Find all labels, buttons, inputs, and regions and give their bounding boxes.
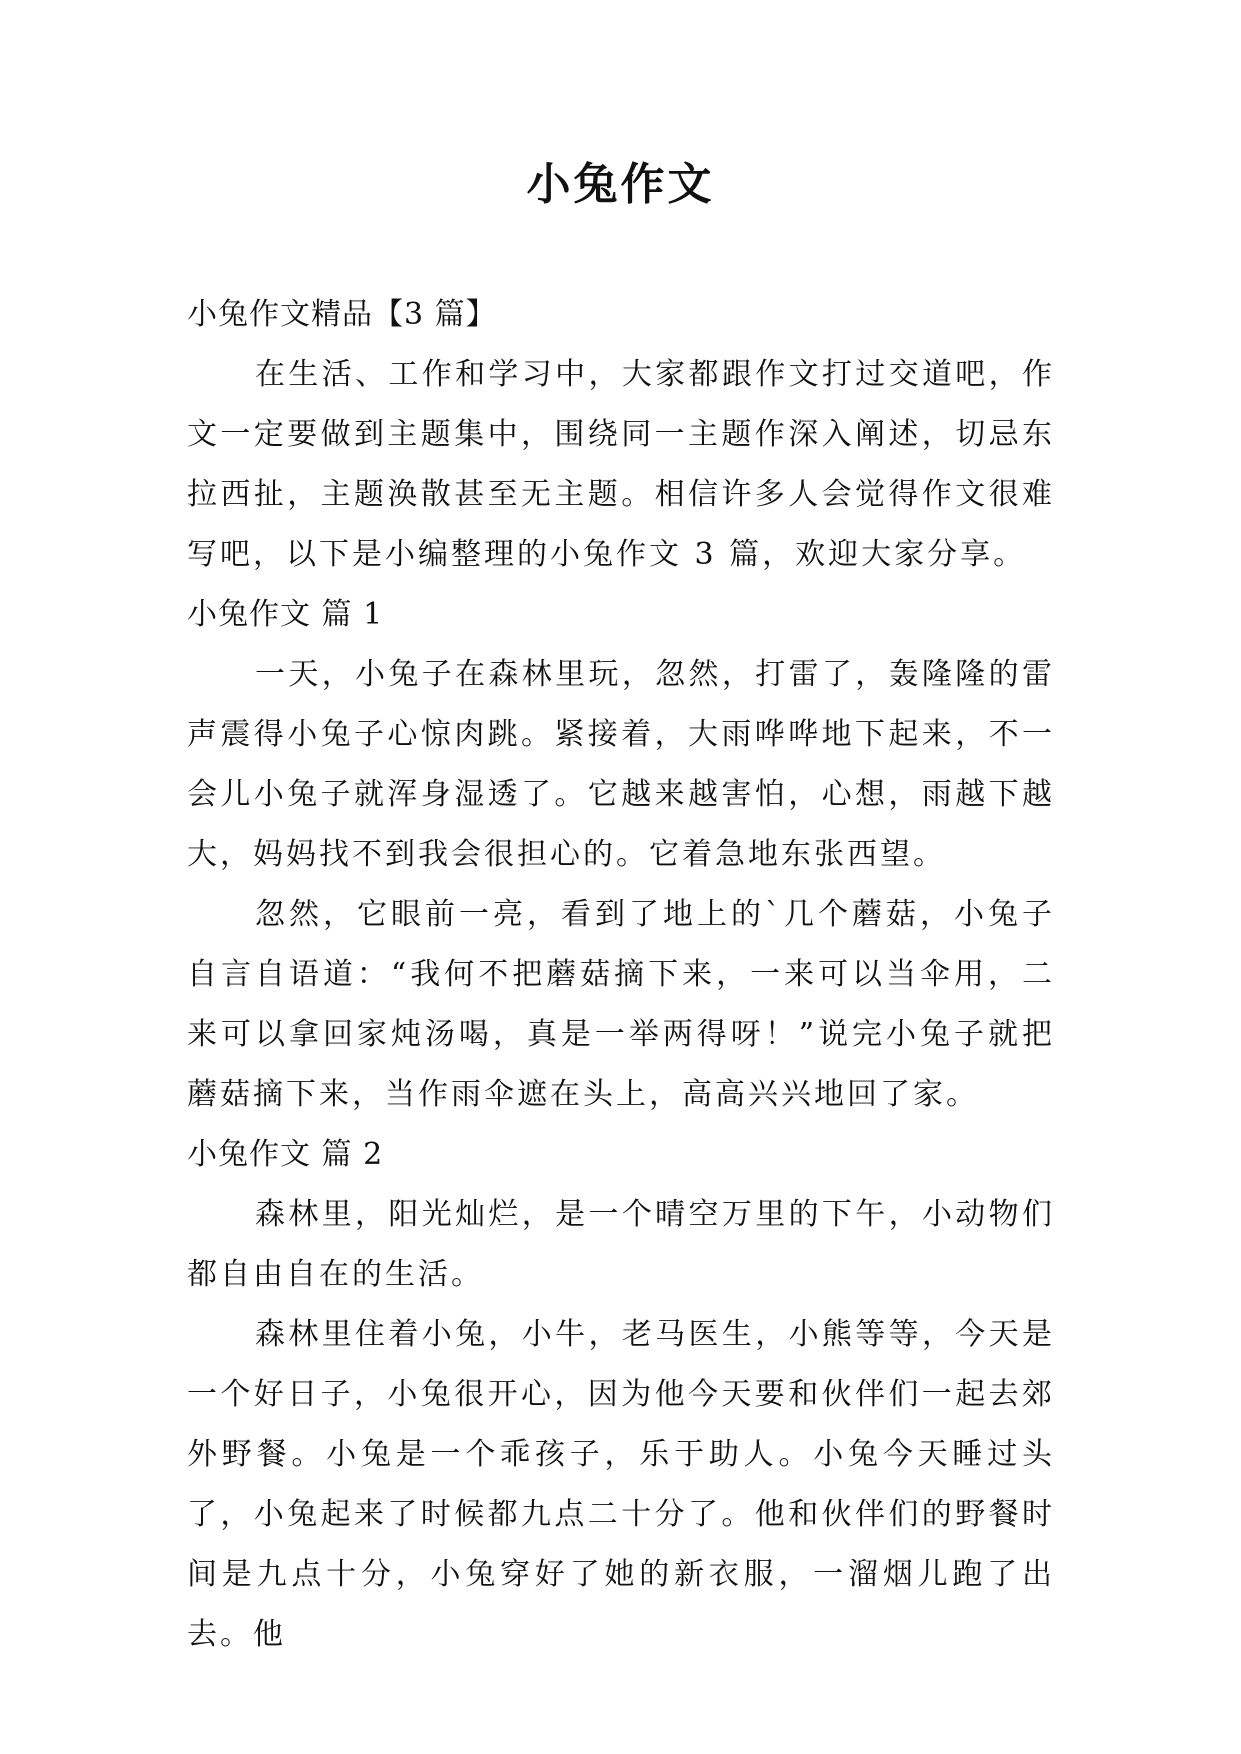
section-1-heading: 小兔作文 篇 1	[187, 597, 384, 632]
document-title: 小兔作文	[526, 159, 715, 210]
intro-paragraph: 在生活、工作和学习中，大家都跟作文打过交道吧，作文一定要做到主题集中，围绕同一主题作深入阐述，切忌东拉西扯，主题涣散甚至无主题。相信许多人会觉得作文很难写吧，以下是小编整理的小兔作文 3 篇，欢迎大家分享。	[187, 357, 1055, 572]
section-2-heading: 小兔作文 篇 2	[187, 1137, 384, 1172]
section-2-paragraph-2: 森林里住着小兔，小牛，老马医生，小熊等等，今天是一个好日子，小兔很开心，因为他今天要和伙伴们一起去郊外野餐。小兔是一个乖孩子，乐于助人。小兔今天睡过头了，小兔起来了时候都九点二十分了。他和伙伴们的野餐时间是九点十分，小兔穿好了她的新衣服，一溜烟儿跑了出去。他	[187, 1317, 1055, 1652]
section-2-paragraph-1: 森林里，阳光灿烂，是一个晴空万里的下午，小动物们都自由自在的生活。	[187, 1197, 1055, 1292]
document-body	[187, 285, 1055, 1665]
section-1-paragraph-2: 忽然，它眼前一亮，看到了地上的`几个蘑菇，小兔子自言自语道：“我何不把蘑菇摘下来，一来可以当伞用，二来可以拿回家炖汤喝，真是一举两得呀！”说完小兔子就把蘑菇摘下来，当作雨伞遮在头上，高高兴兴地回了家。	[187, 897, 1055, 1112]
section-1-paragraph-1: 一天，小兔子在森林里玩，忽然，打雷了，轰隆隆的雷声震得小兔子心惊肉跳。紧接着，大雨哗哗地下起来，不一会儿小兔子就浑身湿透了。它越来越害怕，心想，雨越下越大，妈妈找不到我会很担心的。它着急地东张西望。	[187, 657, 1055, 872]
intro-heading: 小兔作文精品【3 篇】	[187, 297, 497, 332]
